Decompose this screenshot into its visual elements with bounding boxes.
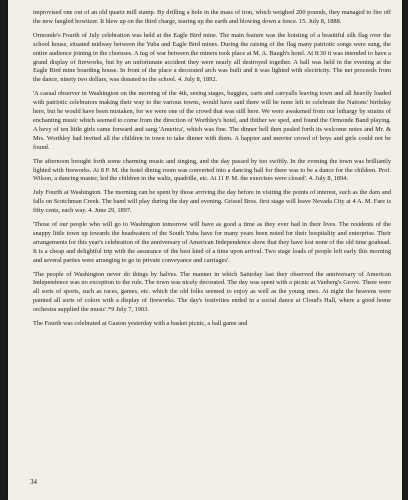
paragraph: 'Those of our people who will go to Washington tomorrow will have as good a time as they ever had in their lives. The residents of the snappy little town up towards the headwaters of the South Yuba have for many years been noted for their hospitality and enterprise. Their arrangements for this year's celebration of the anniversary of American Independence show that they have lost none of the old time goahead. It is a cheap and delightful trip with the assurance of the best kind of a time upon arrival. Two stage loads of people left early this morning and several parties were arranging to go in private conveyance and carriages'. — [33, 221, 391, 264]
page-body — [33, 9, 391, 329]
paragraph: 'The people of Washington never do things by halves. The manner in which Saturday last they observed the anniversary of American Independence was no exception to the rule. The town was nicely decorated. The day was spent with a picnic at Vanberg's Grove. There were all sorts of sports, such as races, games, etc. which the old folks seemed to enjoy as well as the young ones. At night the heavens were painted all sorts of colors with a display of fireworks. The day's festivities ended in a social dance at Cloud's Hall, where a good home orchestra supplied the music'.*9 July 7, 1903. — [33, 270, 391, 314]
paragraph: The afternoon brought forth some charming music and singing, and the day passed by too swiftly. In the evening the town was brilliantly lighted with fireworks. At 8 P. M. the hotel dining room was converted into a dancing hall for there was to be a dance for the children. Prof. Wilson, a dancing master, led the children in the waltz, quadrille, etc. At 11 P. M. the exercises were closed'. 4. July 8, 1894. — [33, 157, 391, 183]
paragraph: Ormonde's Fourth of July celebration was held at the Eagle Bird mine. The main feature was the hoisting of a beautiful silk flag over the school house, situated midway between the Yuba and Eagle Bird mines. During the raising of the flag many patriotic songs were sung, the entire audience joining in the choruses. A tug of war between the miners took place at M. A. Baugh's hotel. At 8:30 it was intended to have a grand display of fireworks, but by an unfortunate accident they were nearly all destroyed together. A ball was held in the evening at the Eagle Bird mine boarding house. In front of the place a decorated arch was built and it was lighted with electricity. The net proceeds from the dance, ninety two dollars, was donated to the school. 4. July 8, 1892. — [33, 31, 391, 84]
book-page — [8, 0, 402, 500]
paragraph: improvised one out of an old quartz mill stamp. By drilling a hole in the mass of iron, which weighed 200 pounds, they managed to fire off the new fangled howitzer. It blew up on the third charge, tearing up the earth and blowing down a fence. 15. July 8, 1888. — [33, 9, 391, 25]
paragraph: 'A casual observer in Washington on the morning of the 4th, seeing stages, buggies, carts and carryalls leaving town and all heavily loaded with patriotic celebrators making their way to the various towns, would have said there will be none left to celebrate the Nations' birthday here, but he would have been mistaken, for we were one of the crowd that was still here. We were awakened from our lethargy by strains of enchanting music which seemed to come from the direction of Worthley's hotel, and thither we sped, and found the Ormonde Band playing. A bevy of ten little girls came forward and sang 'America', which was fine. The dinner bell then pealed forth its welcome notes and Mr. & Mrs. Worthley had invited all the children in town to take dinner with them. A happier and merrier crowd of boys and girls could not be found. — [33, 90, 391, 151]
paragraph: The Fourth was celebrated at Gaston yesterday with a basket picnic, a ball game and — [33, 320, 248, 328]
paragraph: July Fourth at Washington. The morning can be spent by those arriving the day before in visiting the points of interest, such as the dam and falls on Scotchman Creek. The band will play during the day and evening. Grissel Bros. first stage will leave Nevada City at 4 A. M. Fare is fifty cents, each way. 4. June 29, 1897. — [33, 189, 391, 215]
page-number: 34 — [30, 478, 37, 486]
